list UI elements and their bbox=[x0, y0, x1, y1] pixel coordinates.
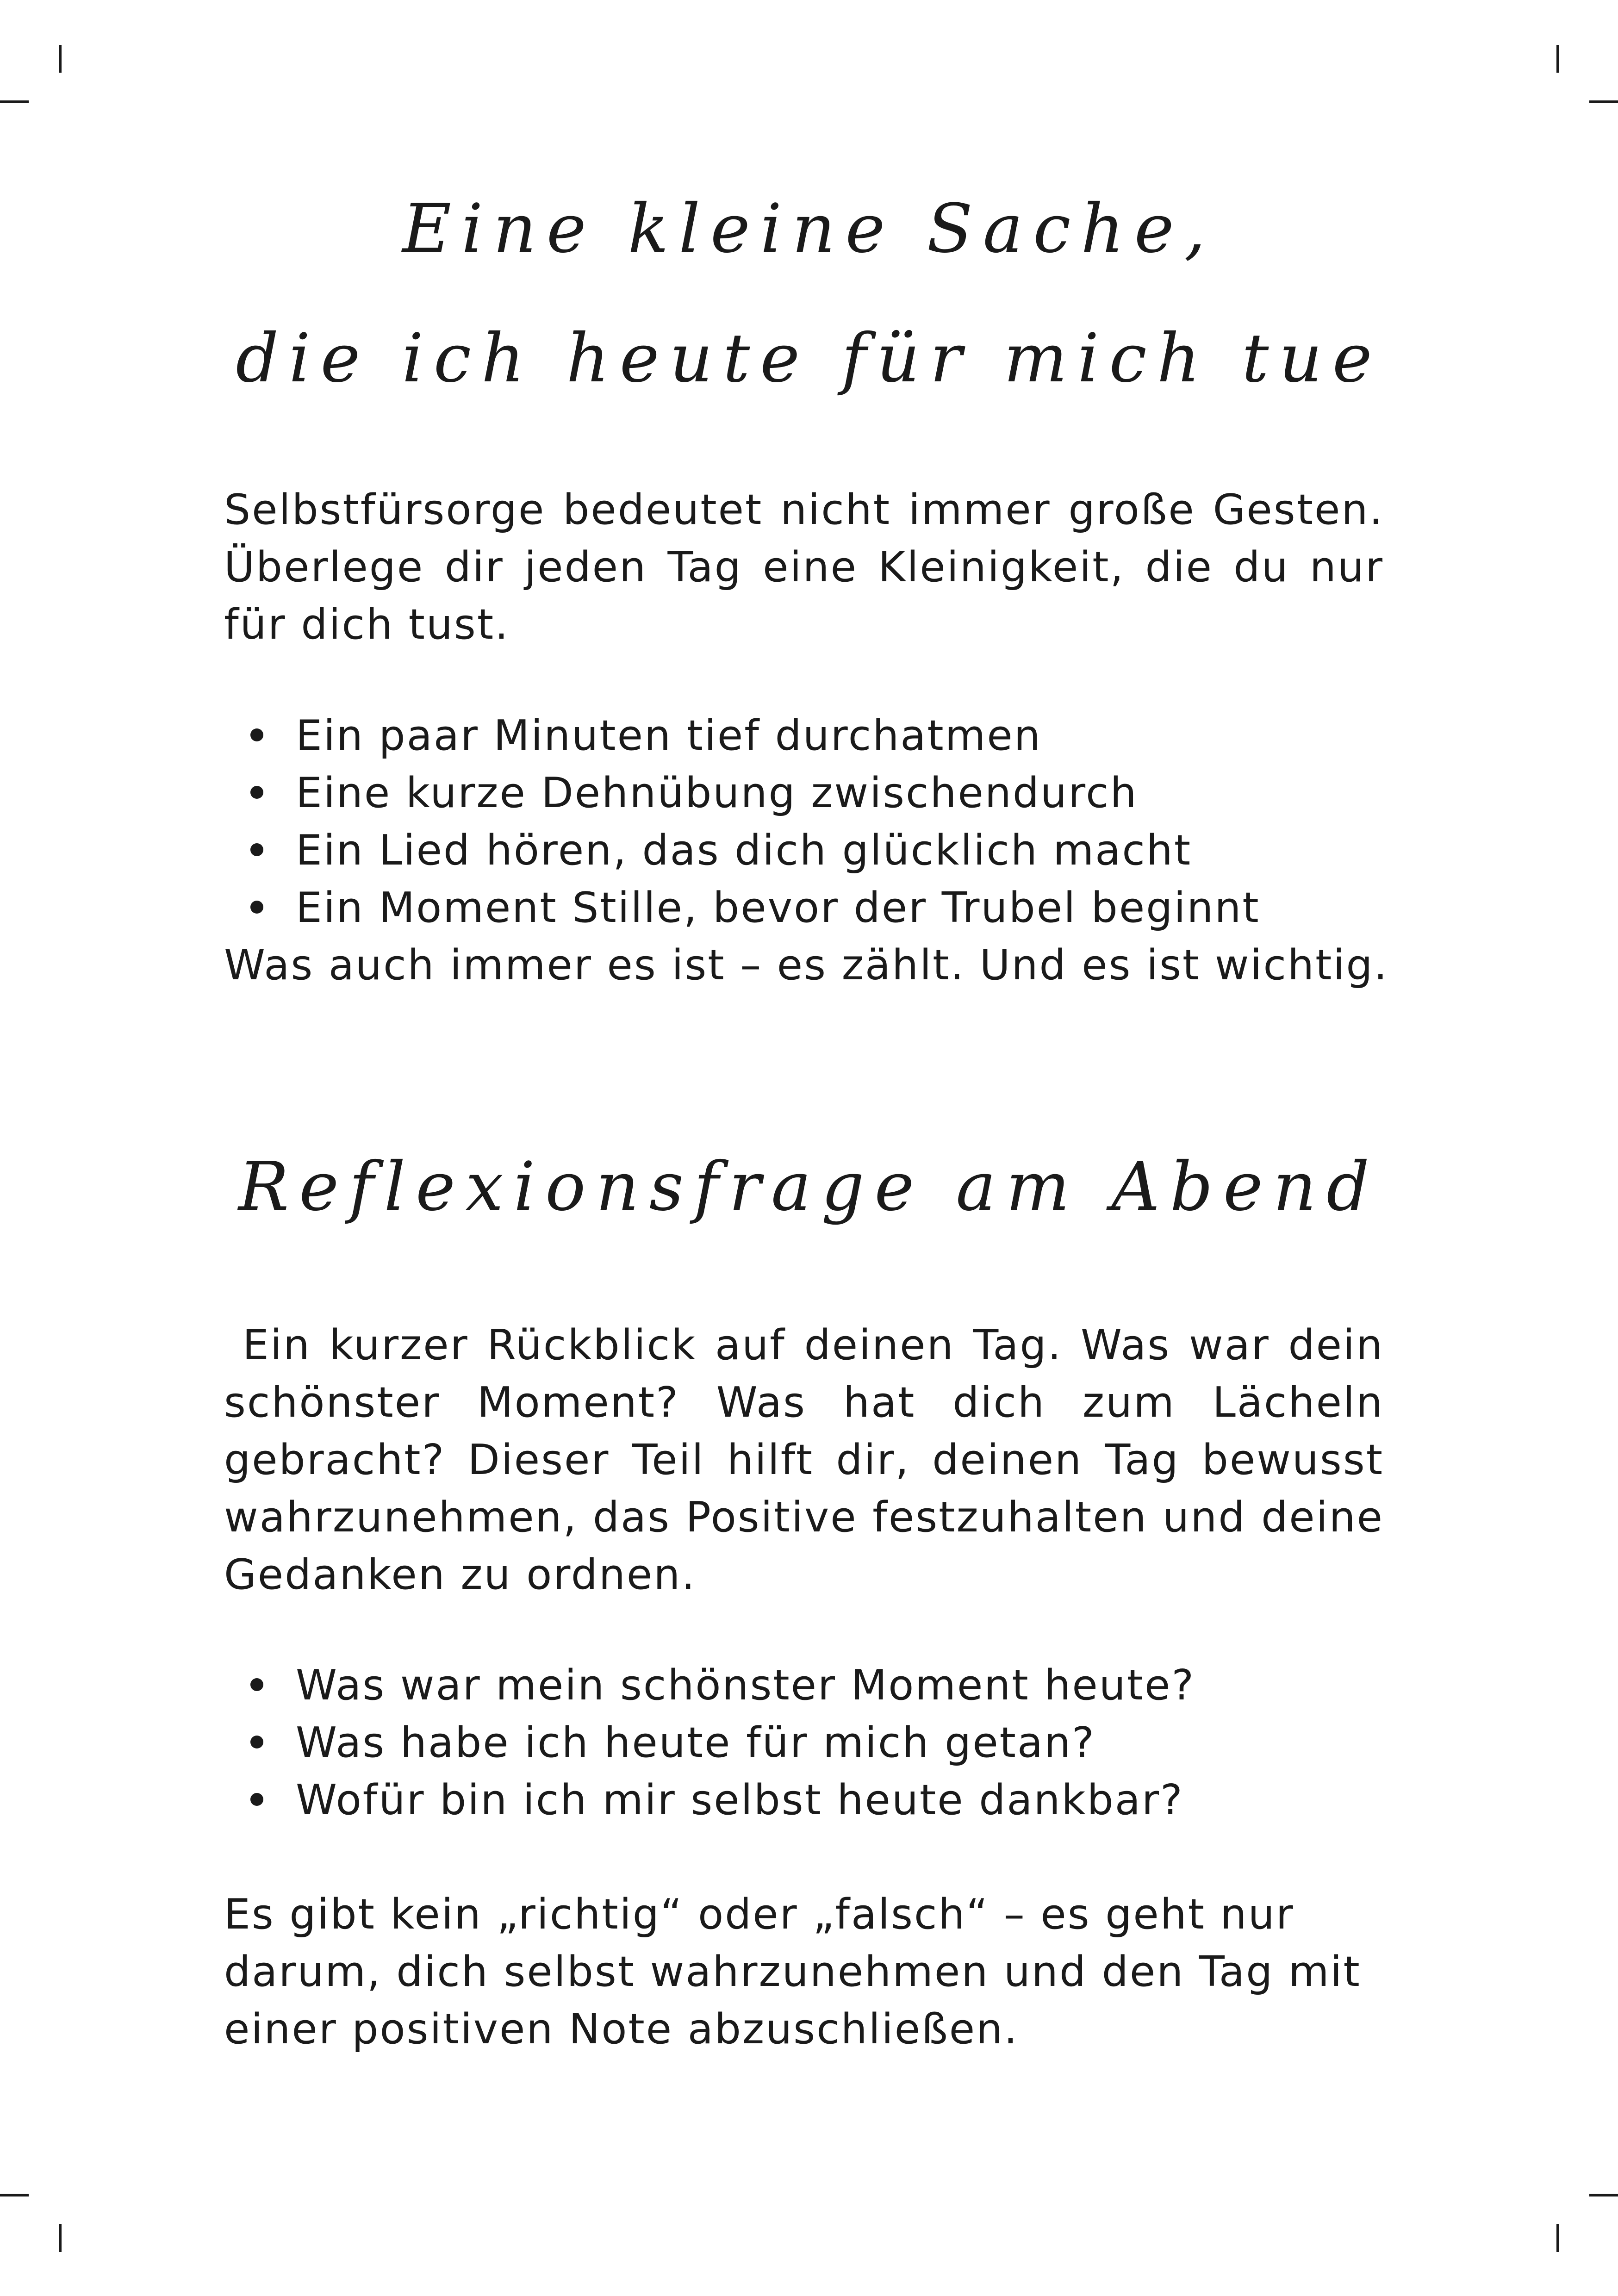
bullet-icon bbox=[250, 728, 263, 741]
bullet-icon bbox=[250, 1793, 263, 1806]
list-item bbox=[224, 765, 1427, 822]
list-item-text: Was war mein schönster Moment heute? bbox=[296, 1661, 1195, 1710]
crop-mark-bottom-left-vertical bbox=[59, 2224, 62, 2252]
list-item bbox=[224, 822, 1427, 879]
section1-title-line1: Eine kleine Sache, bbox=[402, 190, 1216, 268]
list-item-text: Eine kurze Dehnübung zwischendurch bbox=[296, 769, 1138, 817]
bullet-icon bbox=[250, 843, 263, 856]
section1-intro-block bbox=[224, 481, 1384, 653]
section1-list bbox=[224, 707, 1427, 937]
list-item-text: Wofür bin ich mir selbst heute dankbar? bbox=[296, 1776, 1184, 1824]
bullet-icon bbox=[250, 901, 263, 914]
section1-closing-text: Was auch immer es ist – es zählt. Und es ist wichtig. bbox=[224, 941, 1389, 989]
list-item bbox=[224, 1657, 1427, 1714]
list-item-text: Was habe ich heute für mich getan? bbox=[296, 1718, 1095, 1767]
section2-title: Reflexionsfrage am Abend bbox=[238, 1148, 1380, 1226]
crop-mark-top-left-horizontal bbox=[0, 100, 29, 103]
crop-mark-bottom-right-vertical bbox=[1556, 2224, 1559, 2252]
list-item bbox=[224, 1714, 1427, 1772]
section2-closing-text: Es gibt kein „richtig“ oder „falsch“ – es geht nur darum, dich selbst wahrzunehmen und den Tag mit einer positiven Note abzuschließen. bbox=[224, 1890, 1361, 2053]
list-item bbox=[224, 707, 1427, 765]
bullet-icon bbox=[250, 1736, 263, 1748]
bullet-icon bbox=[250, 1678, 263, 1691]
list-item bbox=[224, 879, 1427, 937]
list-item-text: Ein Moment Stille, bevor der Trubel beginnt bbox=[296, 884, 1260, 932]
list-item bbox=[224, 1772, 1427, 1829]
list-item-text: Ein paar Minuten tief durchatmen bbox=[296, 711, 1042, 760]
crop-mark-top-left-vertical bbox=[59, 45, 62, 73]
section1-title-line2: die ich heute für mich tue bbox=[236, 319, 1382, 398]
bullet-icon bbox=[250, 786, 263, 799]
crop-mark-bottom-right-horizontal bbox=[1589, 2194, 1618, 2196]
section2-closing-block bbox=[224, 1886, 1409, 2058]
section1-intro-paragraph: Selbstfürsorge bedeutet nicht immer große Gesten. Überlege dir jeden Tag eine Kleinigkeit, die du nur für dich tust. bbox=[224, 485, 1384, 649]
crop-mark-top-right-horizontal bbox=[1589, 100, 1618, 103]
crop-mark-bottom-left-horizontal bbox=[0, 2194, 29, 2196]
section2-intro-paragraph: Ein kurzer Rückblick auf deinen Tag. Was war dein schönster Moment? Was hat dich zum Lächeln gebracht? Dieser Teil hilft dir, deinen Tag bewusst wahrzunehmen, das Positive festzuhalten und deine Gedanken zu ordnen. bbox=[224, 1321, 1384, 1599]
section2-intro-block bbox=[224, 1317, 1384, 1604]
list-item-text: Ein Lied hören, das dich glücklich macht bbox=[296, 826, 1192, 875]
crop-mark-top-right-vertical bbox=[1556, 45, 1559, 73]
section2-list bbox=[224, 1657, 1427, 1829]
section1-closing-block bbox=[224, 937, 1474, 994]
